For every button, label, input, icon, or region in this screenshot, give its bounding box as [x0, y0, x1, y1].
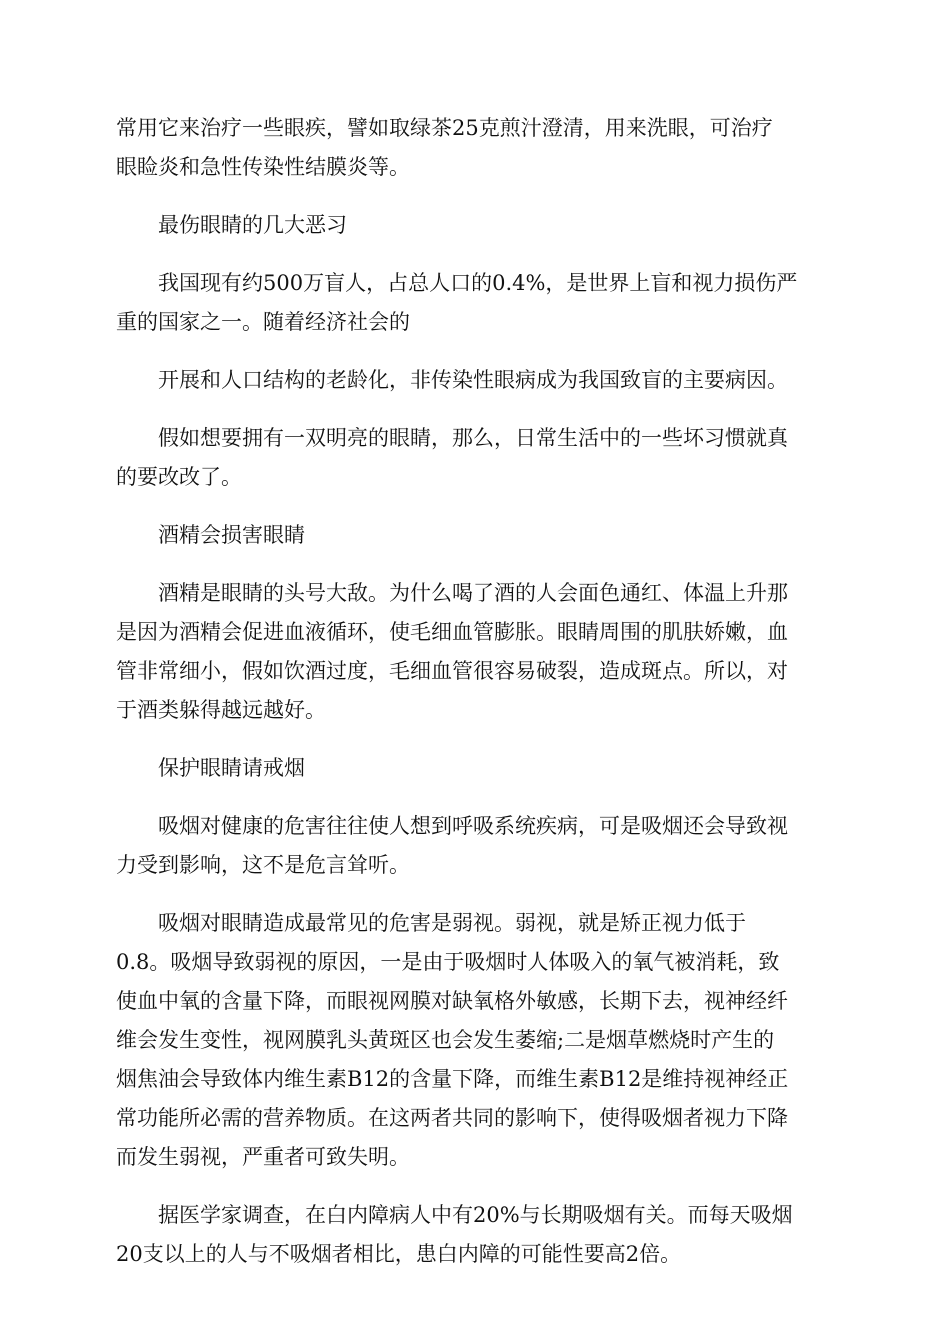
- text-line: 假如想要拥有一双明亮的眼睛，那么，日常生活中的一些坏习惯就真: [158, 426, 788, 450]
- paragraph: [116, 361, 836, 400]
- text-line: 开展和人口结构的老龄化，非传染性眼病成为我国致盲的主要病因。: [158, 368, 788, 392]
- text-line: 烟焦油会导致体内维生素B12的含量下降，而维生素B12是维持视神经正: [116, 1067, 789, 1091]
- section-heading: [116, 516, 836, 555]
- paragraph: [116, 264, 836, 342]
- paragraph: [116, 109, 836, 187]
- text-line: 于酒类躲得越远越好。: [116, 698, 326, 722]
- text-line: 管非常细小，假如饮酒过度，毛细血管很容易破裂，造成斑点。所以，对: [116, 659, 788, 683]
- text-line: 酒精是眼睛的头号大敌。为什么喝了酒的人会面色通红、体温上升那: [158, 581, 788, 605]
- text-line: 维会发生变性，视网膜乳头黄斑区也会发生萎缩;二是烟草燃烧时产生的: [116, 1028, 775, 1052]
- text-line: 的要改改了。: [116, 465, 242, 489]
- text-line: 是因为酒精会促进血液循环，使毛细血管膨胀。眼睛周围的肌肤娇嫩，血: [116, 620, 788, 644]
- section-heading: [116, 206, 836, 245]
- paragraph: [116, 574, 836, 730]
- paragraph: [116, 1196, 836, 1274]
- text-line: 使血中氧的含量下降，而眼视网膜对缺氧格外敏感，长期下去，视神经纤: [116, 989, 788, 1013]
- text-line: 常用它来治疗一些眼疾，譬如取绿茶25克煎汁澄清，用来洗眼，可治疗: [116, 116, 773, 140]
- paragraph: [116, 807, 836, 885]
- heading-text: 最伤眼睛的几大恶习: [158, 213, 347, 237]
- section-heading: [116, 749, 836, 788]
- text-line: 20支以上的人与不吸烟者相比，患白内障的可能性要高2倍。: [116, 1242, 682, 1266]
- text-line: 眼睑炎和急性传染性结膜炎等。: [116, 155, 410, 179]
- text-line: 吸烟对健康的危害往往使人想到呼吸系统疾病，可是吸烟还会导致视: [158, 814, 788, 838]
- text-line: 0.8。吸烟导致弱视的原因，一是由于吸烟时人体吸入的氧气被消耗，致: [116, 950, 780, 974]
- text-line: 据医学家调查，在白内障病人中有20%与长期吸烟有关。而每天吸烟: [158, 1203, 793, 1227]
- text-line: 力受到影响，这不是危言耸听。: [116, 853, 410, 877]
- text-line: 吸烟对眼睛造成最常见的危害是弱视。弱视，就是矫正视力低于: [158, 911, 746, 935]
- text-line: 而发生弱视，严重者可致失明。: [116, 1145, 410, 1169]
- paragraph: [116, 419, 836, 497]
- text-line: 我国现有约500万盲人，占总人口的0.4%，是世界上盲和视力损伤严: [158, 271, 798, 295]
- text-line: 常功能所必需的营养物质。在这两者共同的影响下，使得吸烟者视力下降: [116, 1106, 788, 1130]
- heading-text: 酒精会损害眼睛: [158, 523, 305, 547]
- paragraph: [116, 904, 836, 1177]
- heading-text: 保护眼睛请戒烟: [158, 756, 305, 780]
- document-body: [116, 109, 836, 1293]
- text-line: 重的国家之一。随着经济社会的: [116, 310, 410, 334]
